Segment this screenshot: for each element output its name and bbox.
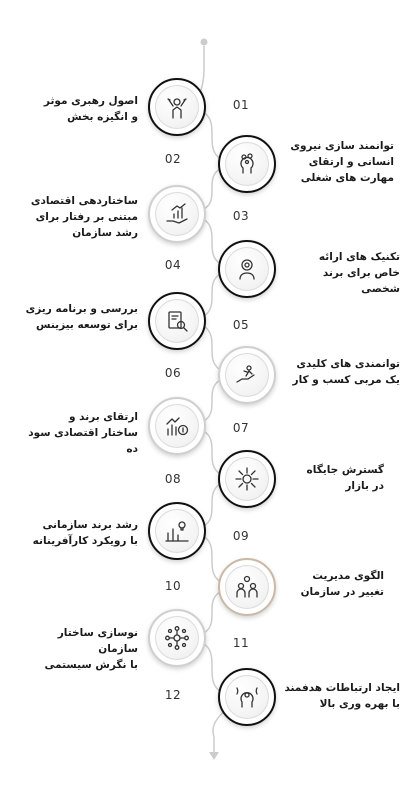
step-07-node [148, 397, 206, 455]
step-11-label [16, 625, 138, 673]
step-01-node [148, 78, 206, 136]
step-03-line1: ساختاردهی اقتصادی [30, 195, 138, 207]
step-12-line1: ایجاد ارتباطات هدفمند [284, 682, 400, 694]
step-02-label [284, 138, 394, 186]
step-04-number: 04 [164, 258, 182, 272]
step-07-label [16, 409, 138, 457]
step-03-node [148, 185, 206, 243]
step-11-number: 11 [232, 636, 250, 650]
step-06-label [284, 356, 400, 388]
step-07-line2: ساختار اقتصادی سود ده [28, 427, 138, 455]
step-04-label [284, 249, 400, 297]
step-12-line2: با بهره وری بالا [319, 698, 400, 710]
timeline-end-arrow [209, 752, 219, 760]
step-11-line1: نوسازی ساختار سازمان [57, 627, 138, 655]
step-09-line1: رشد برند سازمانی [42, 519, 138, 531]
communication-head-icon [234, 684, 260, 710]
step-06-node [218, 346, 276, 404]
growth-chart-hand-icon [164, 201, 190, 227]
coach-hand-icon [234, 362, 260, 388]
step-12-node [218, 668, 276, 726]
step-10-number: 10 [164, 579, 182, 593]
step-03-line3: رشد سازمان [72, 227, 138, 239]
step-03-line2: مبتنی بر رفتار برای [35, 211, 138, 223]
step-05-node [148, 292, 206, 350]
step-05-number: 05 [232, 318, 250, 332]
step-06-number: 06 [164, 366, 182, 380]
step-03-label [22, 193, 138, 241]
step-07-number: 07 [232, 421, 250, 435]
step-04-node [218, 240, 276, 298]
step-08-number: 08 [164, 472, 182, 486]
step-08-node [218, 450, 276, 508]
step-02-node [218, 135, 276, 193]
step-09-label [22, 517, 138, 549]
step-08-label [284, 462, 384, 494]
step-08-line1: گسترش جایگاه [306, 464, 384, 476]
step-03-number: 03 [232, 209, 250, 223]
market-expand-icon [234, 466, 260, 492]
step-04-line2: خاص برای برند شخصی [322, 267, 400, 295]
step-02-line2: انسانی و ارتقای [308, 156, 394, 168]
skills-head-icon [234, 151, 260, 177]
step-11-line2: با نگرش سیستمی [44, 659, 138, 671]
step-11-node [148, 609, 206, 667]
profit-chart-icon [164, 413, 190, 439]
step-01-line2: و انگیزه بخش [67, 111, 138, 123]
step-06-line1: توانمندی های کلیدی [296, 358, 400, 370]
award-person-icon [234, 256, 260, 282]
step-05-line1: بررسی و برنامه ریزی [25, 303, 138, 315]
step-01-line1: اصول رهبری موثر [43, 95, 138, 107]
step-10-line2: تغییر در سازمان [300, 586, 384, 598]
step-09-node [148, 502, 206, 560]
step-01-label [38, 93, 138, 125]
step-01-number: 01 [232, 98, 250, 112]
step-09-line2: با رویکرد کارآفرینانه [32, 535, 138, 547]
step-10-line1: الگوی مدیریت [312, 570, 384, 582]
step-05-line2: برای توسعه بیزینس [36, 319, 138, 331]
step-10-node [218, 558, 276, 616]
step-07-line1: ارتقای برند و [68, 411, 138, 423]
step-02-number: 02 [164, 152, 182, 166]
document-search-icon [164, 308, 190, 334]
timeline-start-dot [201, 39, 208, 46]
network-system-icon [164, 625, 190, 651]
step-08-line2: در بازار [345, 480, 384, 492]
idea-growth-icon [164, 518, 190, 544]
leader-hand-icon [164, 94, 190, 120]
step-12-label [284, 680, 400, 712]
step-02-line1: توانمند سازی نیروی [290, 140, 394, 152]
step-05-label [22, 301, 138, 333]
step-02-line3: مهارت های شغلی [300, 172, 394, 184]
step-04-line1: تکنیک های ارائه [318, 251, 400, 263]
step-12-number: 12 [164, 688, 182, 702]
step-10-label [284, 568, 384, 600]
change-people-icon [234, 574, 260, 600]
step-06-line2: یک مربی کسب و کار [292, 374, 400, 386]
step-09-number: 09 [232, 529, 250, 543]
